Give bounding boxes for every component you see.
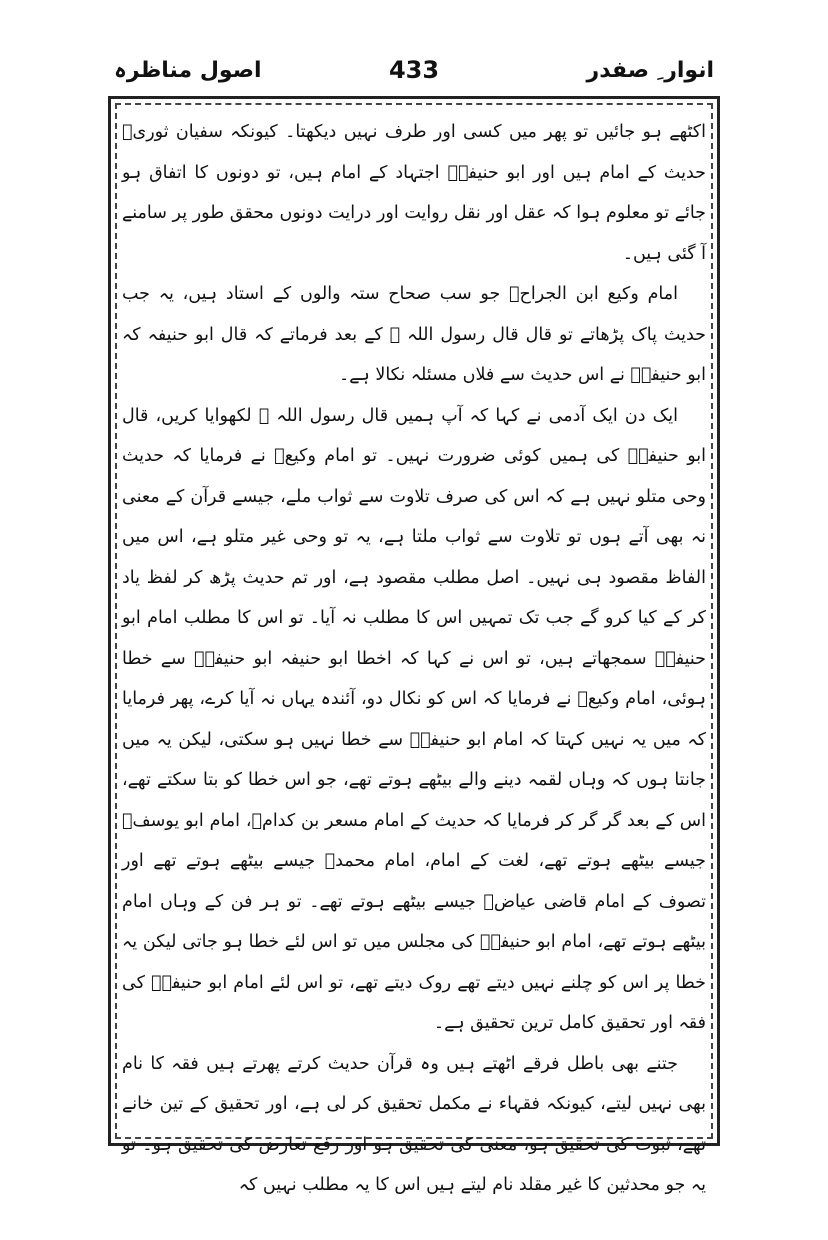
paragraph-3: ایک دن ایک آدمی نے کہا کہ آپ ہمیں قال رسول اللہ ﷺ لکھوایا کریں، قال ابو حنیفہؒ کی ہمیں کوئی ضرورت نہیں۔ تو امام وکیعؒ نے فرمایا کہ حدیث وحی متلو نہیں ہے کہ اس کی صرف تلاوت سے ثواب ملے، جیسے قرآن کے معنی نہ بھی آتے ہوں تو تلاوت سے ثواب ملتا ہے، یہ تو وحی غیر متلو ہے، اس میں الفاظ مقصود ہی نہیں۔ اصل مطلب مقصود ہے، اور تم حدیث پڑھ کر لفظ یاد کر کے کیا کرو گے جب تک تمہیں اس کا مطلب نہ آیا۔ تو اس کا مطلب امام ابو حنیفہؒ سمجھاتے ہیں، تو اس نے کہا کہ اخطا ابو حنیفہ ابو حنیفہؒ سے خطا ہوئی، امام وکیعؒ نے فرمایا کہ اس کو نکال دو، آئندہ یہاں نہ آیا کرے، پھر فرمایا کہ میں یہ نہیں کہتا کہ امام ابو حنیفہؒ سے خطا نہیں ہو سکتی، لیکن یہ میں جانتا ہوں کہ وہاں لقمہ دینے والے بیٹھے ہوتے تھے، جو اس خطا کو بتا سکتے تھے، اس کے بعد گر گر کر فرمایا کہ حدیث کے امام مسعر بن کدامؒ، امام ابو یوسفؒ جیسے بیٹھے ہوتے تھے، لغت کے امام، امام محمدؒ جیسے بیٹھے ہوتے تھے اور تصوف کے امام قاضی عیاضؒ جیسے بیٹھے ہوتے تھے۔ تو ہر فن کے وہاں امام بیٹھے ہوتے تھے، امام ابو حنیفہؒ کی مجلس میں تو اس لئے خطا ہو جاتی لیکن یہ خطا پر اس کو چلنے نہیں دیتے تھے روک دیتے تھے، تو اس لئے امام ابو حنیفہؒ کی فقہ اور تحقیق کامل ترین تحقیق ہے۔ (122, 405, 706, 1033)
chapter-title: اصول مناظرہ (114, 58, 262, 83)
paragraph-1: اکٹھے ہو جائیں تو پھر میں کسی اور طرف نہیں دیکھتا۔ کیونکہ سفیان ثوریؒ حدیث کے امام ہیں اور ابو حنیفہؒ اجتہاد کے امام ہیں، تو دونوں کا اتفاق ہو جائے تو معلوم ہوا کہ عقل اور نقل روایت اور درایت دونوں محقق طور پر سامنے آ گئی ہیں۔ (122, 122, 706, 264)
page-number: 433 (388, 56, 440, 84)
paragraph-2: امام وکیع ابن الجراحؒ جو سب صحاح ستہ والوں کے استاد ہیں، یہ جب حدیث پاک پڑھاتے تو قال قال رسول اللہ ﷺ کے بعد فرماتے کہ قال ابو حنیفہ کہ ابو حنیفہؒ نے اس حدیث سے فلاں مسئلہ نکالا ہے۔ (122, 284, 706, 385)
paragraph-4: جتنے بھی باطل فرقے اٹھتے ہیں وہ قرآن حدیث کرتے پھرتے ہیں فقہ کا نام بھی نہیں لیتے، کیونکہ فقہاء نے مکمل تحقیق کر لی ہے، اور تحقیق کے تین خانے تھے، ثبوت کی تحقیق ہو، معنی کی تحقیق ہو اور رفع تعارض کی تحقیق ہو۔ تو یہ جو محدثین کا غیر مقلد نام لیتے ہیں اس کا یہ مطلب نہیں کہ (122, 1053, 706, 1195)
page-header (108, 52, 720, 92)
book-title: انوار ِ صفدر (586, 58, 714, 83)
page-body (122, 112, 706, 1195)
